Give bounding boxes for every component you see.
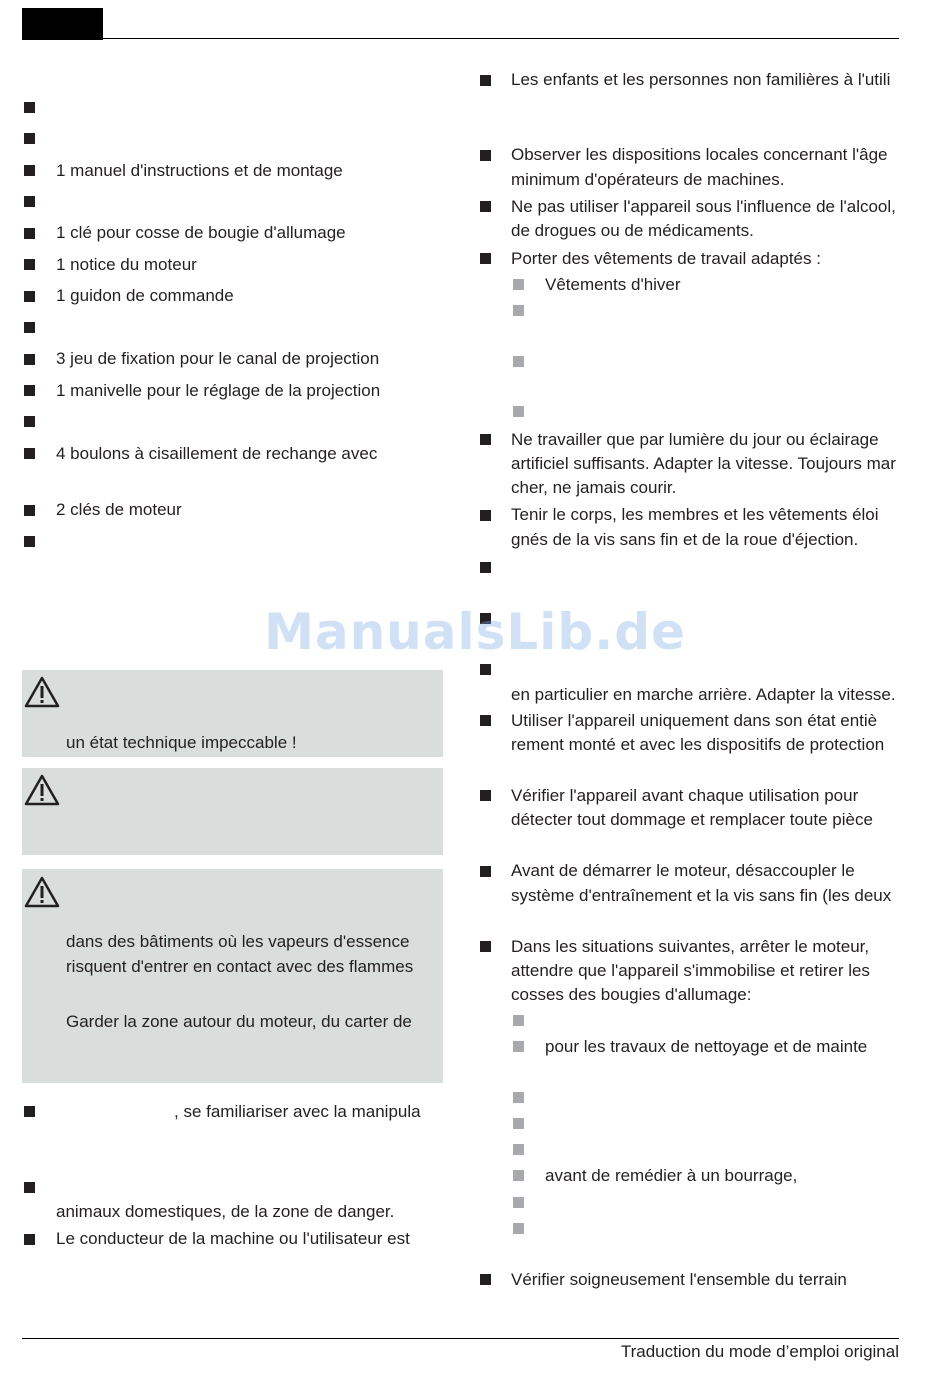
sub-item: avant de remédier à un bourrage, (545, 1166, 798, 1185)
paragraph-text: cosses des bougies d'allumage: (511, 985, 752, 1004)
warning-text: un état technique impeccable ! (66, 733, 297, 752)
paragraph-text: Ne travailler que par lumière du jour ou éclairage (511, 430, 879, 449)
list-bullet (480, 1274, 491, 1285)
paragraph-text: cher, ne jamais courir. (511, 478, 677, 497)
list-bullet (480, 150, 491, 161)
warning-triangle-icon (24, 774, 60, 806)
list-bullet (480, 790, 491, 801)
list-bullet (24, 416, 35, 427)
list-item: 1 notice du moteur (56, 255, 197, 274)
list-bullet (480, 941, 491, 952)
paragraph-text: de drogues ou de médicaments. (511, 221, 754, 240)
warning-triangle-icon (24, 676, 60, 708)
list-item: 1 clé pour cosse de bougie d'allumage (56, 223, 346, 242)
sub-bullet (513, 356, 524, 367)
paragraph-text: Utiliser l'appareil uniquement dans son état entiè (511, 711, 878, 730)
sub-bullet (513, 406, 524, 417)
sub-item: Vêtements d'hiver (545, 275, 681, 294)
sub-bullet (513, 1118, 524, 1129)
sub-bullet (513, 1041, 524, 1052)
paragraph-text: en particulier en marche arrière. Adapter la vitesse. (511, 685, 896, 704)
paragraph-text: Tenir le corps, les membres et les vêtements éloi (511, 505, 879, 524)
list-bullet (480, 75, 491, 86)
sub-bullet (513, 1170, 524, 1181)
list-bullet (480, 664, 491, 675)
paragraph-text: Avant de démarrer le moteur, désaccoupler le (511, 861, 855, 880)
watermark: ManualsLib.de (264, 603, 686, 661)
list-bullet (24, 1106, 35, 1117)
paragraph-text: Porter des vêtements de travail adaptés : (511, 249, 821, 268)
list-bullet (24, 505, 35, 516)
footer-text: Traduction du mode d’emploi original (620, 1342, 899, 1361)
warning-text: dans des bâtiments où les vapeurs d'essence (66, 932, 410, 951)
list-bullet (480, 434, 491, 445)
list-bullet (480, 715, 491, 726)
sub-item: pour les travaux de nettoyage et de mainte (545, 1037, 868, 1056)
paragraph-text: minimum d'opérateurs de machines. (511, 170, 785, 189)
sub-bullet (513, 279, 524, 290)
list-bullet (24, 1182, 35, 1193)
paragraph-text: Dans les situations suivantes, arrêter le moteur, (511, 937, 870, 956)
list-bullet (24, 385, 35, 396)
list-bullet (24, 322, 35, 333)
paragraph-text: attendre que l'appareil s'immobilise et retirer les (511, 961, 870, 980)
paragraph-text: Vérifier l'appareil avant chaque utilisation pour (511, 786, 859, 805)
list-bullet (480, 866, 491, 877)
list-bullet (24, 291, 35, 302)
paragraph-text: rement monté et avec les dispositifs de protection (511, 735, 885, 754)
list-bullet (24, 196, 35, 207)
list-bullet (24, 133, 35, 144)
list-item: 1 manuel d'instructions et de montage (56, 161, 343, 180)
sub-bullet (513, 1223, 524, 1234)
sub-bullet (513, 1197, 524, 1208)
list-bullet (24, 259, 35, 270)
warning-box (22, 768, 443, 855)
list-item: 2 clés de moteur (56, 500, 182, 519)
list-bullet (24, 165, 35, 176)
paragraph-text: Ne pas utiliser l'appareil sous l'influence de l'alcool, (511, 197, 896, 216)
list-bullet (480, 562, 491, 573)
list-bullet (24, 102, 35, 113)
list-bullet (24, 354, 35, 365)
list-item: 3 jeu de fixation pour le canal de projection (56, 349, 380, 368)
paragraph-text: animaux domestiques, de la zone de danger. (56, 1202, 395, 1221)
warning-text: Garder la zone autour du moteur, du carter de (66, 1012, 412, 1031)
list-item: 4 boulons à cisaillement de rechange avec (56, 444, 378, 463)
list-bullet (24, 1234, 35, 1245)
footer-rule (22, 1338, 899, 1339)
list-bullet (24, 448, 35, 459)
list-item: 1 guidon de commande (56, 286, 234, 305)
paragraph-text: Observer les dispositions locales concernant l'âge (511, 145, 888, 164)
sub-bullet (513, 1144, 524, 1155)
list-bullet (24, 228, 35, 239)
list-bullet (24, 536, 35, 547)
list-bullet (480, 201, 491, 212)
list-bullet (480, 510, 491, 521)
list-item: 1 manivelle pour le réglage de la projection (56, 381, 381, 400)
list-bullet (480, 253, 491, 264)
paragraph-text: système d'entraînement et la vis sans fin (les deux (511, 886, 892, 905)
warning-triangle-icon (24, 876, 60, 908)
sub-bullet (513, 1092, 524, 1103)
paragraph-text: artificiel suffisants. Adapter la vitesse. Toujours mar (511, 454, 896, 473)
header-tab (22, 8, 103, 40)
sub-bullet (513, 305, 524, 316)
paragraph-text: , se familiariser avec la manipula (174, 1102, 421, 1121)
paragraph-text: Le conducteur de la machine ou l'utilisateur est (56, 1229, 410, 1248)
paragraph-text: gnés de la vis sans fin et de la roue d'éjection. (511, 530, 859, 549)
paragraph-text: détecter tout dommage et remplacer toute pièce (511, 810, 873, 829)
sub-bullet (513, 1015, 524, 1026)
paragraph-text: Vérifier soigneusement l'ensemble du terrain (511, 1270, 847, 1289)
header-rule (22, 38, 899, 39)
warning-text: risquent d'entrer en contact avec des flammes (66, 957, 414, 976)
paragraph-text: Les enfants et les personnes non familières à l'utili (511, 70, 891, 89)
